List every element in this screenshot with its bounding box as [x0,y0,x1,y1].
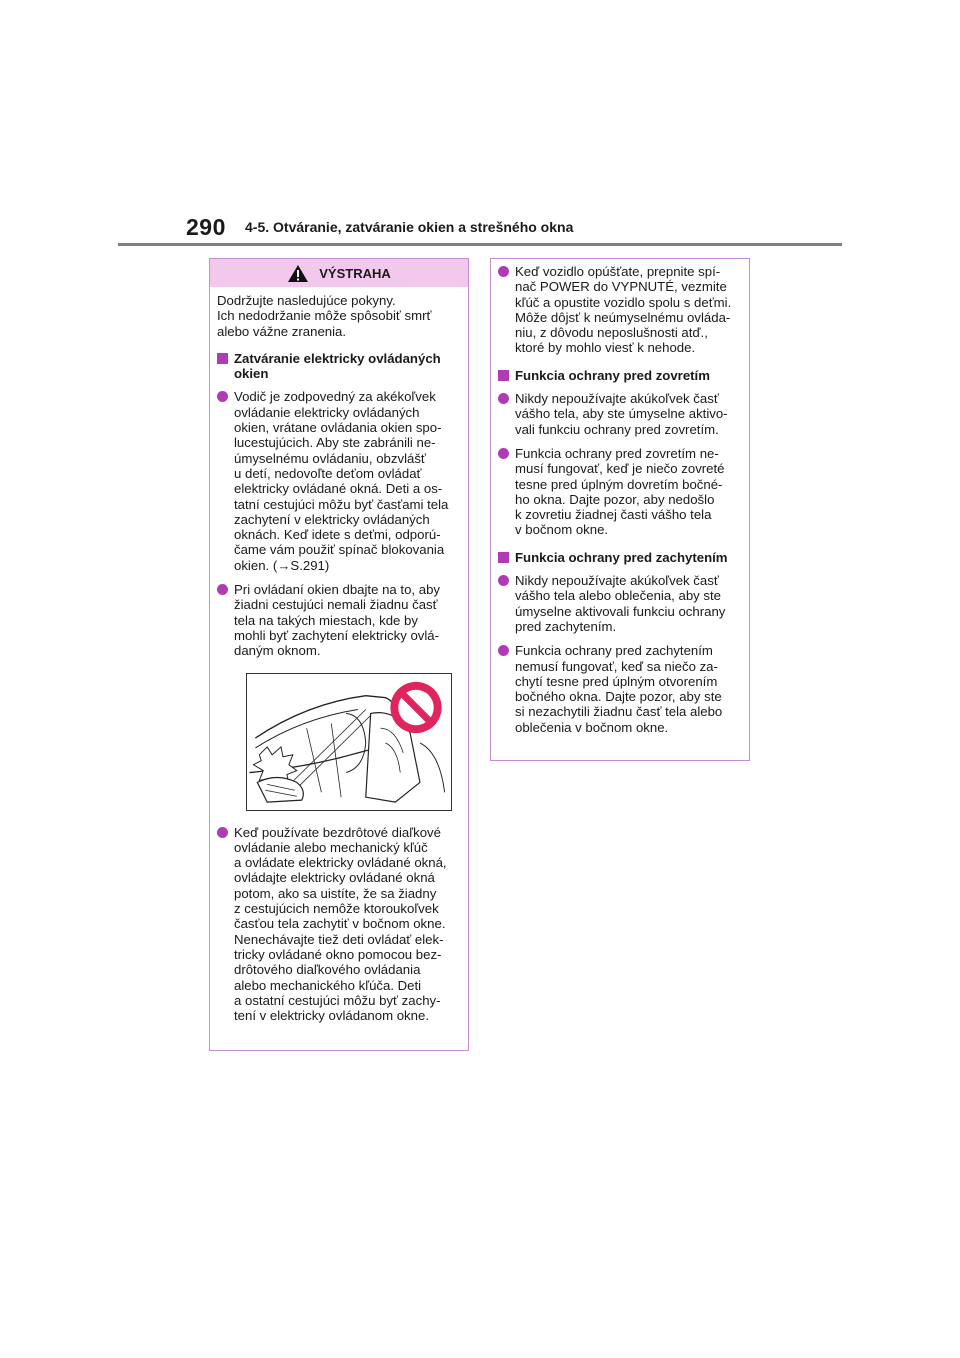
list-item-text: Keď používate bezdrôtové diaľkové ovládanie alebo mechanický kľúč a ovládate elektricky ovládané okná, ovládajte elektricky ovládané okná potom, ako sa uistíte, že sa žiadny z cestujúcich nemôže ktoroukoľvek časťou tela zachytiť v bočnom okne. Nenechávajte tiež deti ovládať elek- tricky ovládané okno pomocou bez- drôtového diaľkového ovládania alebo mechanického kľúča. Deti a ostatní cestujúci môžu byť zachy- tení v elektricky ovládanom okne. [234,824,447,1024]
warning-box [209,258,469,1051]
bullet-dot-icon [498,645,509,656]
section-heading-jam-protection [498,368,743,383]
list-item [498,573,743,634]
warning-triangle-icon [287,264,309,283]
list-item-text: Funkcia ochrany pred zovretím ne- musí fungovať, keď je niečo zovreté tesne pred úplným dovretím bočné- ho okna. Dajte pozor, aby nedošlo k zovretiu žiadnej časti vášho tela v bočnom okne. [515,445,725,538]
list-item [217,582,462,658]
page-number: 290 [186,214,226,240]
list-item-text: Keď vozidlo opúšťate, prepnite spí- nač POWER do VYPNUTÉ, vezmite kľúč a opustite vozidlo spolu s deťmi. Môže dôjsť k neúmyselnému ovláda- niu, z dôvodu neposlušnosti atď., ktoré by mohlo viesť k nehode. [515,264,732,356]
car-interior-illustration [247,674,451,810]
section-heading-catch-protection [498,550,743,565]
header-divider [118,243,842,246]
list-item-text: Pri ovládaní okien dbajte na to, aby žiadni cestujúci nemali žiadnu časť tela na takých miestach, kde by mohli byť zachytení elektricky ovlá- daným oknom. [234,582,441,659]
list-item [217,389,462,573]
section-heading-text: Zatváranie elektricky ovládaných okien [234,350,441,382]
warning-intro: Dodržujte nasledujúce pokyny. Ich nedodržanie môže spôsobiť smrť alebo vážne zranenia. [217,293,432,339]
list-item-text: Vodič je zodpovedný za akékoľvek ovládanie elektricky ovládaných okien, vrátane ovládania okien spo- lucestujúcich. Aby ste zabránili ne- úmyselnému ovládaniu, obzvlášť u detí, nedovoľte deťom ovládať elektricky ovládané okná. Deti a os- tatní cestujúci môžu byť časťami tela zachytení v elektricky ovládaných oknách. Keď idete s deťmi, odporú- čame vám použiť spínač blokovania okien. (→S.291) [234,389,449,573]
bullet-dot-icon [217,391,228,402]
bullet-dot-icon [217,584,228,595]
warning-header [210,259,468,287]
list-item [498,391,743,437]
prohibition-icon [390,681,441,732]
window-pinch-illustration [246,673,452,811]
section-heading-power-windows [217,351,462,382]
square-bullet-icon [217,353,228,364]
section-title: 4-5. Otváranie, zatváranie okien a strešného okna [245,219,574,235]
list-item [217,825,462,1024]
section-heading-text: Funkcia ochrany pred zovretím [515,367,710,383]
list-item [498,643,743,735]
section-heading-text: Funkcia ochrany pred zachytením [515,549,728,565]
square-bullet-icon [498,370,509,381]
bullet-dot-icon [498,575,509,586]
bullet-dot-icon [498,448,509,459]
list-item [498,446,743,538]
square-bullet-icon [498,552,509,563]
bullet-dot-icon [217,827,228,838]
bullet-dot-icon [498,393,509,404]
list-item [498,264,743,356]
list-item-text: Nikdy nepoužívajte akúkoľvek časť vášho tela, aby ste úmyselne aktivo- vali funkciu ochrany pred zovretím. [515,391,728,437]
list-item-text: Nikdy nepoužívajte akúkoľvek časť vášho tela alebo oblečenia, aby ste úmyselne aktivovali funkciu ochrany pred zachytením. [515,573,726,634]
list-item-text: Funkcia ochrany pred zachytením nemusí fungovať, keď sa niečo za- chytí tesne pred úplným otvorením bočného okna. Dajte pozor, aby ste si nezachytili žiadnu časť tela alebo oblečenia v bočnom okne. [515,643,723,735]
warning-box-continued [490,258,750,761]
bullet-dot-icon [498,266,509,277]
warning-title: VÝSTRAHA [319,265,391,281]
